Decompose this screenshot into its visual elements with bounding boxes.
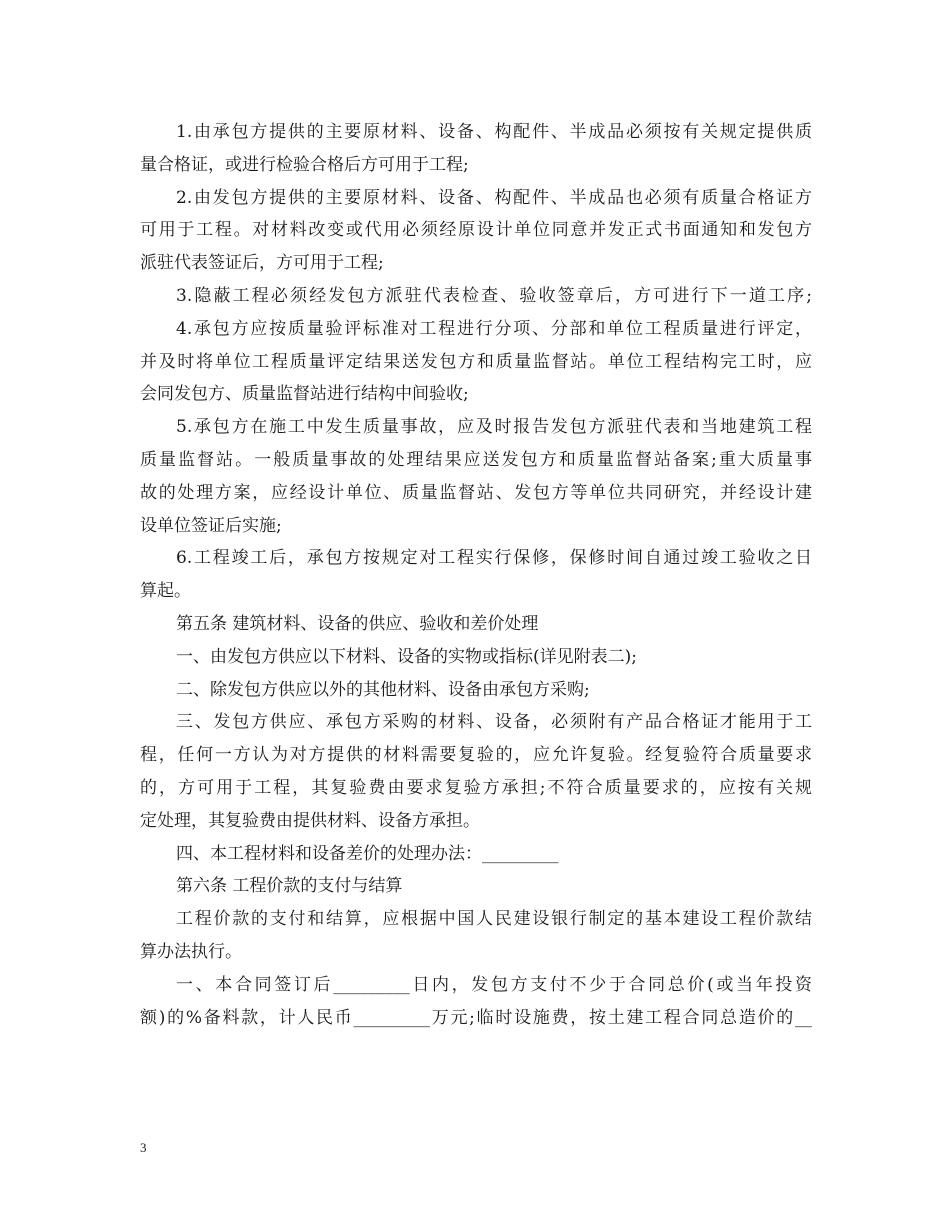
page-number: 3 [140, 1140, 147, 1155]
text-line: 6.工程竣工后，承包方按规定对工程实行保修，保修时间自通过竣工验收之日 [176, 548, 812, 569]
text-line: 一、本合同签订后_________日内，发包方支付不少于合同总价(或当年投资 [176, 974, 812, 995]
text-line: 量合格证，或进行检验合格后方可用于工程; [140, 154, 469, 175]
text-line: 1.由承包方提供的主要原材料、设备、构配件、半成品必须按有关规定提供质 [176, 122, 812, 142]
text-line: 算办法执行。 [140, 941, 242, 962]
contract-body-text [140, 116, 812, 1034]
text-line: 一、由发包方供应以下材料、设备的实物或指标(详见附表二); [176, 646, 637, 667]
text-line: 派驻代表签证后，方可用于工程; [140, 253, 384, 274]
text-line: 的，方可用于工程，其复验费由要求复验方承担;不符合质量要求的，应按有关规 [140, 777, 812, 798]
article-heading: 第六条 工程价款的支付与结算 [176, 876, 403, 897]
article-heading: 第五条 建筑材料、设备的供应、验收和差价处理 [176, 613, 539, 634]
text-line: 并及时将单位工程质量评定结果送发包方和质量监督站。单位工程结构完工时，应 [140, 351, 812, 372]
text-line: 设单位签证后实施; [140, 515, 282, 536]
text-line: 4.承包方应按质量验评标准对工程进行分项、分部和单位工程质量进行评定， [176, 318, 812, 339]
text-line: 三、发包方供应、承包方采购的材料、设备，必须附有产品合格证才能用于工 [176, 712, 812, 733]
text-line: 故的处理方案，应经设计单位、质量监督站、发包方等单位共同研究，并经设计建 [140, 482, 812, 503]
text-line: 二、除发包方供应以外的其他材料、设备由承包方采购; [176, 679, 590, 700]
text-line: 额)的%备料款，计人民币_________万元;临时设施费，按土建工程合同总造价的__ [140, 1007, 812, 1028]
text-line: 质量监督站。一般质量事故的处理结果应送发包方和质量监督站备案;重大质量事 [140, 449, 812, 470]
text-line: 3.隐蔽工程必须经发包方派驻代表检查、验收签章后，方可进行下一道工序; [176, 285, 812, 306]
text-line: 算起。 [140, 581, 191, 602]
text-line: 2.由发包方提供的主要原材料、设备、构配件、半成品也必须有质量合格证方 [176, 187, 812, 208]
text-line: 会同发包方、质量监督站进行结构中间验收; [140, 384, 469, 405]
text-line: 可用于工程。对材料改变或代用必须经原设计单位同意并发正式书面通知和发包方 [140, 220, 812, 241]
text-line: 5.承包方在施工中发生质量事故，应及时报告发包方派驻代表和当地建筑工程 [176, 417, 812, 438]
text-line: 工程价款的支付和结算，应根据中国人民建设银行制定的基本建设工程价款结 [176, 909, 812, 930]
text-line: 定处理，其复验费由提供材料、设备方承担。 [140, 810, 480, 831]
text-line: 程，任何一方认为对方提供的材料需要复验的，应允许复验。经复验符合质量要求 [140, 745, 812, 766]
text-line: 四、本工程材料和设备差价的处理办法：_________ [176, 843, 559, 864]
